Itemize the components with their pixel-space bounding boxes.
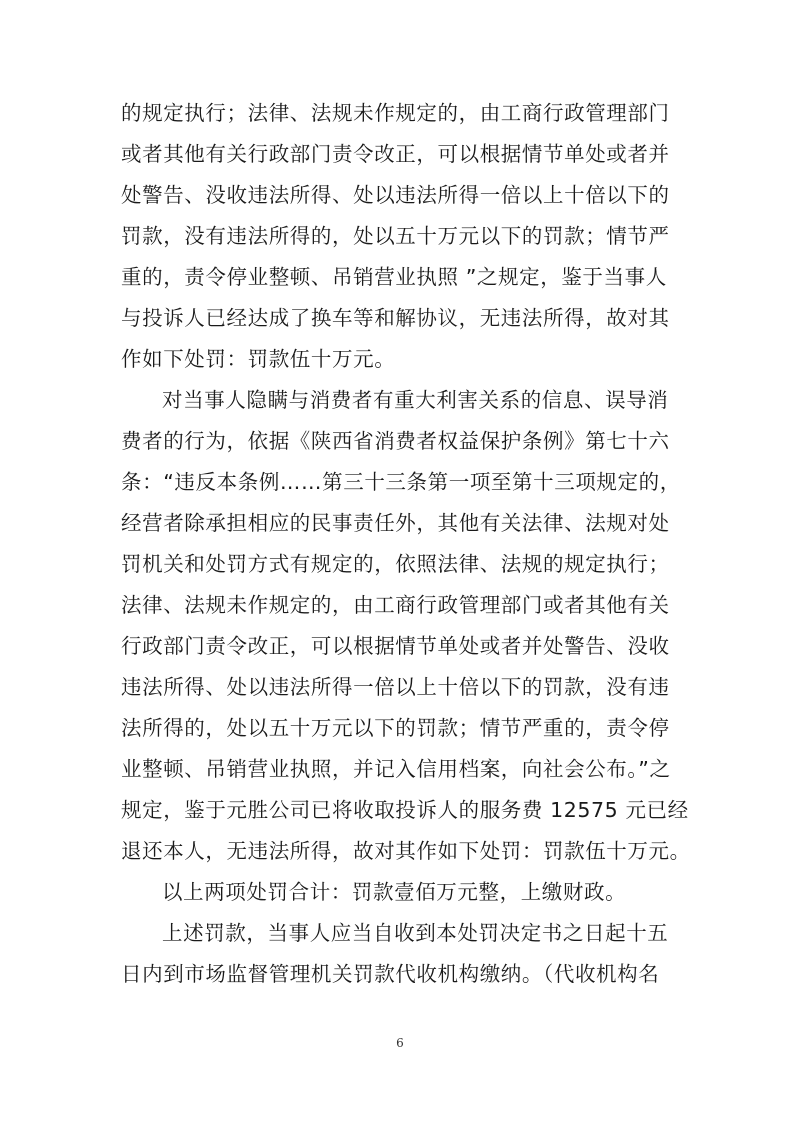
- body-line: 罚款，没有违法所得的，处以五十万元以下的罚款；情节严: [121, 224, 670, 248]
- body-line: 或者其他有关行政部门责令改正，可以根据情节单处或者并: [121, 142, 670, 166]
- body-line: 罚机关和处罚方式有规定的，依照法律、法规的规定执行；: [121, 552, 670, 576]
- body-line: 业整顿、吊销营业执照，并记入信用档案，向社会公布。”之: [121, 757, 671, 781]
- body-line: 行政部门责令改正，可以根据情节单处或者并处警告、没收: [121, 634, 670, 658]
- body-line: 费者的行为，依据《陕西省消费者权益保护条例》第七十六: [121, 429, 670, 453]
- body-line: 处警告、没收违法所得、处以违法所得一倍以上十倍以下的: [121, 183, 670, 207]
- body-line: 经营者除承担相应的民事责任外，其他有关法律、法规对处: [121, 511, 670, 535]
- body-line: 的规定执行；法律、法规未作规定的，由工商行政管理部门: [121, 101, 670, 125]
- body-line: 日内到市场监督管理机关罚款代收机构缴纳。（代收机构名: [121, 962, 660, 986]
- body-line: 重的，责令停业整顿、吊销营业执照 ”之规定，鉴于当事人: [121, 265, 667, 289]
- body-line: 退还本人，无违法所得，故对其作如下处罚：罚款伍十万元。: [121, 839, 691, 863]
- body-line: 与投诉人已经达成了换车等和解协议，无违法所得，故对其: [121, 306, 670, 330]
- page-number: 6: [396, 1036, 404, 1050]
- body-line: 法所得的，处以五十万元以下的罚款；情节严重的，责令停: [121, 716, 670, 740]
- body-line: 违法所得、处以违法所得一倍以上十倍以下的罚款，没有违: [121, 675, 670, 699]
- body-line: 作如下处罚：罚款伍十万元。: [121, 347, 396, 371]
- paragraph-first-line: 以上两项处罚合计：罚款壹佰万元整，上缴财政。: [162, 880, 627, 904]
- paragraph-first-line: 上述罚款，当事人应当自收到本处罚决定书之日起十五: [162, 921, 669, 945]
- body-line: 法律、法规未作规定的，由工商行政管理部门或者其他有关: [121, 593, 670, 617]
- paragraph-first-line: 对当事人隐瞒与消费者有重大利害关系的信息、误导消: [162, 388, 669, 412]
- body-line: 条：“违反本条例……第三十三条第一项至第十三项规定的，: [121, 470, 681, 494]
- body-line: 规定，鉴于元胜公司已将收取投诉人的服务费 12575 元已经: [121, 798, 689, 822]
